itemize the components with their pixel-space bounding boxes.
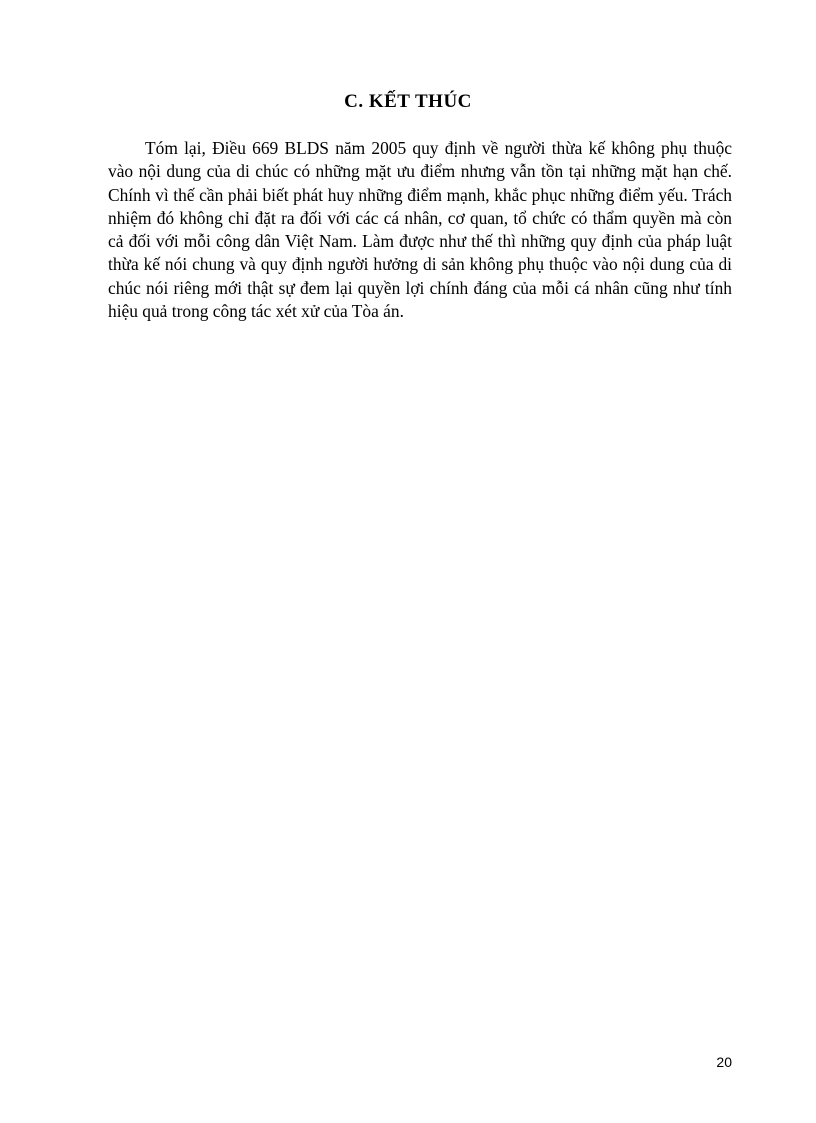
conclusion-paragraph: Tóm lại, Điều 669 BLDS năm 2005 quy định về người thừa kế không phụ thuộc vào nội dung của di chúc có những mặt ưu điểm nhưng vẫn tồn tại những mặt hạn chế. Chính vì thế cần phải biết phát huy những điểm mạnh, khắc phục những điểm yếu. Trách nhiệm đó không chỉ đặt ra đối với các cá nhân, cơ quan, tổ chức có thẩm quyền mà còn cả đối với mỗi công dân Việt Nam. Làm được như thế thì những quy định của pháp luật thừa kế nói chung và quy định người hưởng di sản không phụ thuộc vào nội dung của di chúc nói riêng mới thật sự đem lại quyền lợi chính đáng của mỗi cá nhân cũng như tính hiệu quả trong công tác xét xử của Tòa án. <box>108 138 732 322</box>
section-heading: C. KẾT THÚC <box>344 91 472 112</box>
page-number: 20 <box>716 1054 732 1070</box>
